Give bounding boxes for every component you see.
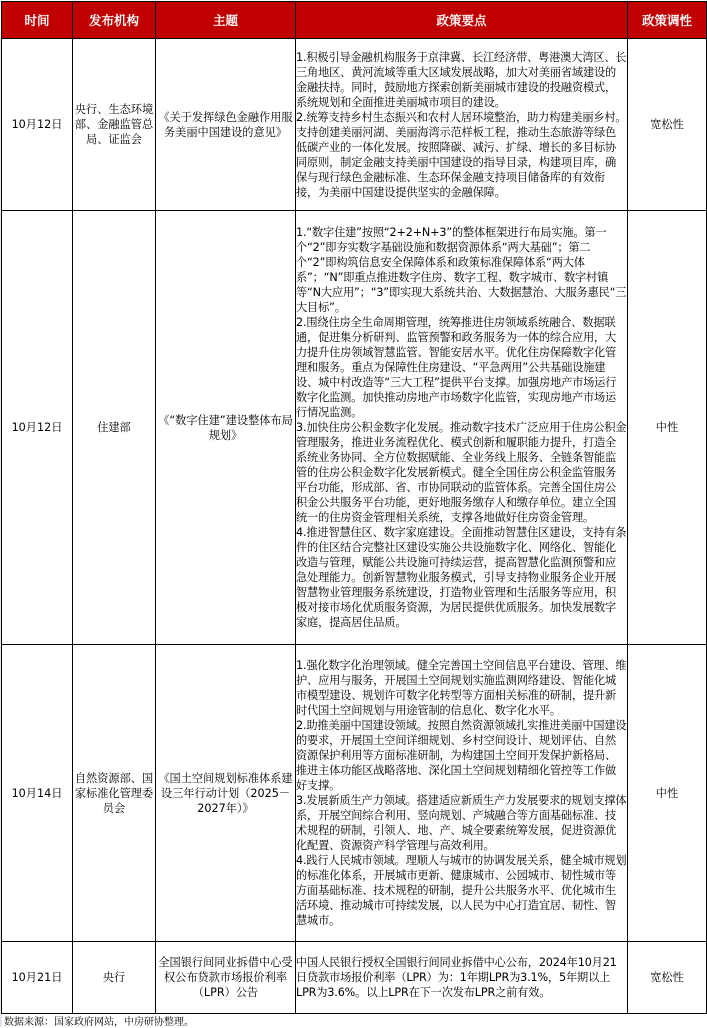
cell-date: 10月12日 bbox=[2, 211, 73, 645]
cell-title: 《国土空间规划标准体系建设三年行动计划（2025－2027年）》 bbox=[156, 645, 296, 942]
header-title: 主题 bbox=[156, 2, 296, 39]
cell-tone: 宽松性 bbox=[628, 942, 707, 1014]
cell-tone: 中性 bbox=[628, 645, 707, 942]
header-date: 时间 bbox=[2, 2, 73, 39]
policy-point: 中国人民银行授权全国银行间同业拆借中心公布，2024年10月21日贷款市场报价利率（LPR）为：1年期LPR为3.1%，5年期以上LPR为3.6%。以上LPR在下一次发布LPR之前有效。 bbox=[296, 956, 617, 999]
header-row bbox=[2, 2, 707, 39]
policy-point: 2.围绕住房全生命周期管理，统筹推进住房领域系统融合、数据联通，促进集分析研判、监管预警和政务服务为一体的综合应用，大力提升住房领域智慧监管、智能安居水平。优化住房保障数字化管理和服务。重点为保障性住房建设、“平急两用”公共基础设施建设、城中村改造等“三大工程”提供平台支撑。加强房地产市场运行数字化监测。加快推动房地产市场数字化监管，实现房地产市场运行情况监测。 bbox=[296, 316, 617, 419]
policy-point: 1.积极引导金融机构服务于京津冀、长江经济带、粤港澳大湾区、长三角地区、黄河流域等重大区域发展战略，加大对美丽省域建设的金融扶持。同时，鼓励地方探索创新美丽城市建设的投融资模式，系统规划和全面推进美丽城市项目的建设。 bbox=[296, 50, 627, 109]
policy-point: 1.强化数字化治理领域。健全完善国土空间信息平台建设、管理、维护、应用与服务，开展国土空间规划实施监测网络建设、智能化城市模型建设、规划许可数字化转型等方面相关标准的研制，提升新时代国土空间规划与用途管制的信息化、数字化水平。 bbox=[296, 659, 627, 717]
policy-point: 2.统筹支持乡村生态振兴和农村人居环境整治，助力构建美丽乡村。支持创建美丽河湖、美丽海湾示范样板工程，推动生态旅游等绿色低碳产业的一体化发展。按照降碳、减污、扩绿、增长的多目标协同原则，制定金融支持美丽中国建设的指导目录，构建项目库，确保与现行绿色金融标准、生态环保金融支持项目储备库的有效衔接，为美丽中国建设提供坚实的金融保障。 bbox=[296, 110, 627, 199]
cell-points bbox=[296, 211, 628, 645]
cell-title: 《关于发挥绿色金融作用服务美丽中国建设的意见》 bbox=[156, 39, 296, 211]
cell-date: 10月14日 bbox=[2, 645, 73, 942]
cell-tone: 宽松性 bbox=[628, 39, 707, 211]
table-row bbox=[2, 39, 707, 211]
cell-org: 自然资源部、国家标准化管理委员会 bbox=[73, 645, 156, 942]
policy-table bbox=[1, 1, 707, 1014]
header-points: 政策要点 bbox=[296, 2, 628, 39]
cell-org: 央行、生态环境部、金融监管总局、证监会 bbox=[73, 39, 156, 211]
policy-point: 3.发展新质生产力领域。搭建适应新质生产力发展要求的规划支撑体系，开展空间综合利用、竖向规划、产城融合等方面基础标准、技术规程的研制，引领人、地、产、城全要素统筹发展，促进资源优化配置、资源资产科学管理与高效利用。 bbox=[296, 794, 627, 852]
cell-org: 住建部 bbox=[73, 211, 156, 645]
header-org: 发布机构 bbox=[73, 2, 156, 39]
table-row bbox=[2, 645, 707, 942]
cell-date: 10月12日 bbox=[2, 39, 73, 211]
header-tone: 政策调性 bbox=[628, 2, 707, 39]
cell-title: 《“数字住建”建设整体布局规划》 bbox=[156, 211, 296, 645]
policy-point: 4.践行人民城市领域。理顺人与城市的协调发展关系，健全城市规划的标准化体系，开展城市更新、健康城市、公园城市、韧性城市等方面基础标准、技术规程的研制，提升公共服务水平、优化城市生活环境、推动城市可持续发展，以人民为中心打造宜居、韧性、智慧城市。 bbox=[296, 854, 627, 927]
cell-points bbox=[296, 645, 628, 942]
table-row bbox=[2, 211, 707, 645]
cell-tone: 中性 bbox=[628, 211, 707, 645]
cell-points bbox=[296, 39, 628, 211]
cell-title: 全国银行间同业拆借中心受权公布贷款市场报价利率（LPR）公告 bbox=[156, 942, 296, 1014]
data-source-footnote: 数据来源：国家政府网站，中房研协整理。 bbox=[4, 1017, 194, 1028]
policy-point: 4.推进智慧住区、数字家庭建设。全面推动智慧住区建设，支持有条件的住区结合完整社区建设实施公共设施数字化、网络化、智能化改造与管理，赋能公共设施可持续运营，提高智慧化监测预警和应急处理能力。创新智慧物业服务模式，引导支持物业服务企业开展智慧物业管理服务系统建设，打造物业管理和生活服务等应用，积极对接市场化优质服务资源，为居民提供优质服务。加快发展数字家庭，提高居住品质。 bbox=[296, 526, 627, 629]
cell-date: 10月21日 bbox=[2, 942, 73, 1014]
cell-org: 央行 bbox=[73, 942, 156, 1014]
policy-point: 1.“数字住建”按照“2+2+N+3”的整体框架进行布局实施。第一个“2”即夯实数字基础设施和数据资源体系“两大基础”；第二个“2”即构筑信息安全保障体系和政策标准保障体系“两大体系”；“N”即重点推进数字住房、数字工程、数字城市、数字村镇等“N大应用”；“3”即实现大系统共治、大数据慧治、大服务惠民“三大目标”。 bbox=[296, 226, 627, 314]
cell-points bbox=[296, 942, 628, 1014]
policy-point: 2.助推美丽中国建设领域。按照自然资源领域扎实推进美丽中国建设的要求，开展国土空间详细规划、乡村空间设计、规划评估、自然资源保护利用等方面标准研制，为构建国土空间开发保护新格局、推进主体功能区战略落地、深化国土空间规划精细化管控等工作做好支撑。 bbox=[296, 719, 627, 792]
policy-point: 3.加快住房公积金数字化发展。推动数字技术广泛应用于住房公积金管理服务，推进业务流程优化、模式创新和履职能力提升，打造全系统业务协同、全方位数据赋能、全业务线上服务、全链条智能监管的住房公积金数字化发展新模式。健全全国住房公积金监管服务平台功能，形成部、省、市协同联动的监管体系。完善全国住房公积金公共服务平台功能，更好地服务缴存人和缴存单位。建立全国统一的住房资金管理相关系统，支撑各地做好住房资金管理。 bbox=[296, 421, 627, 524]
table-row bbox=[2, 942, 707, 1014]
